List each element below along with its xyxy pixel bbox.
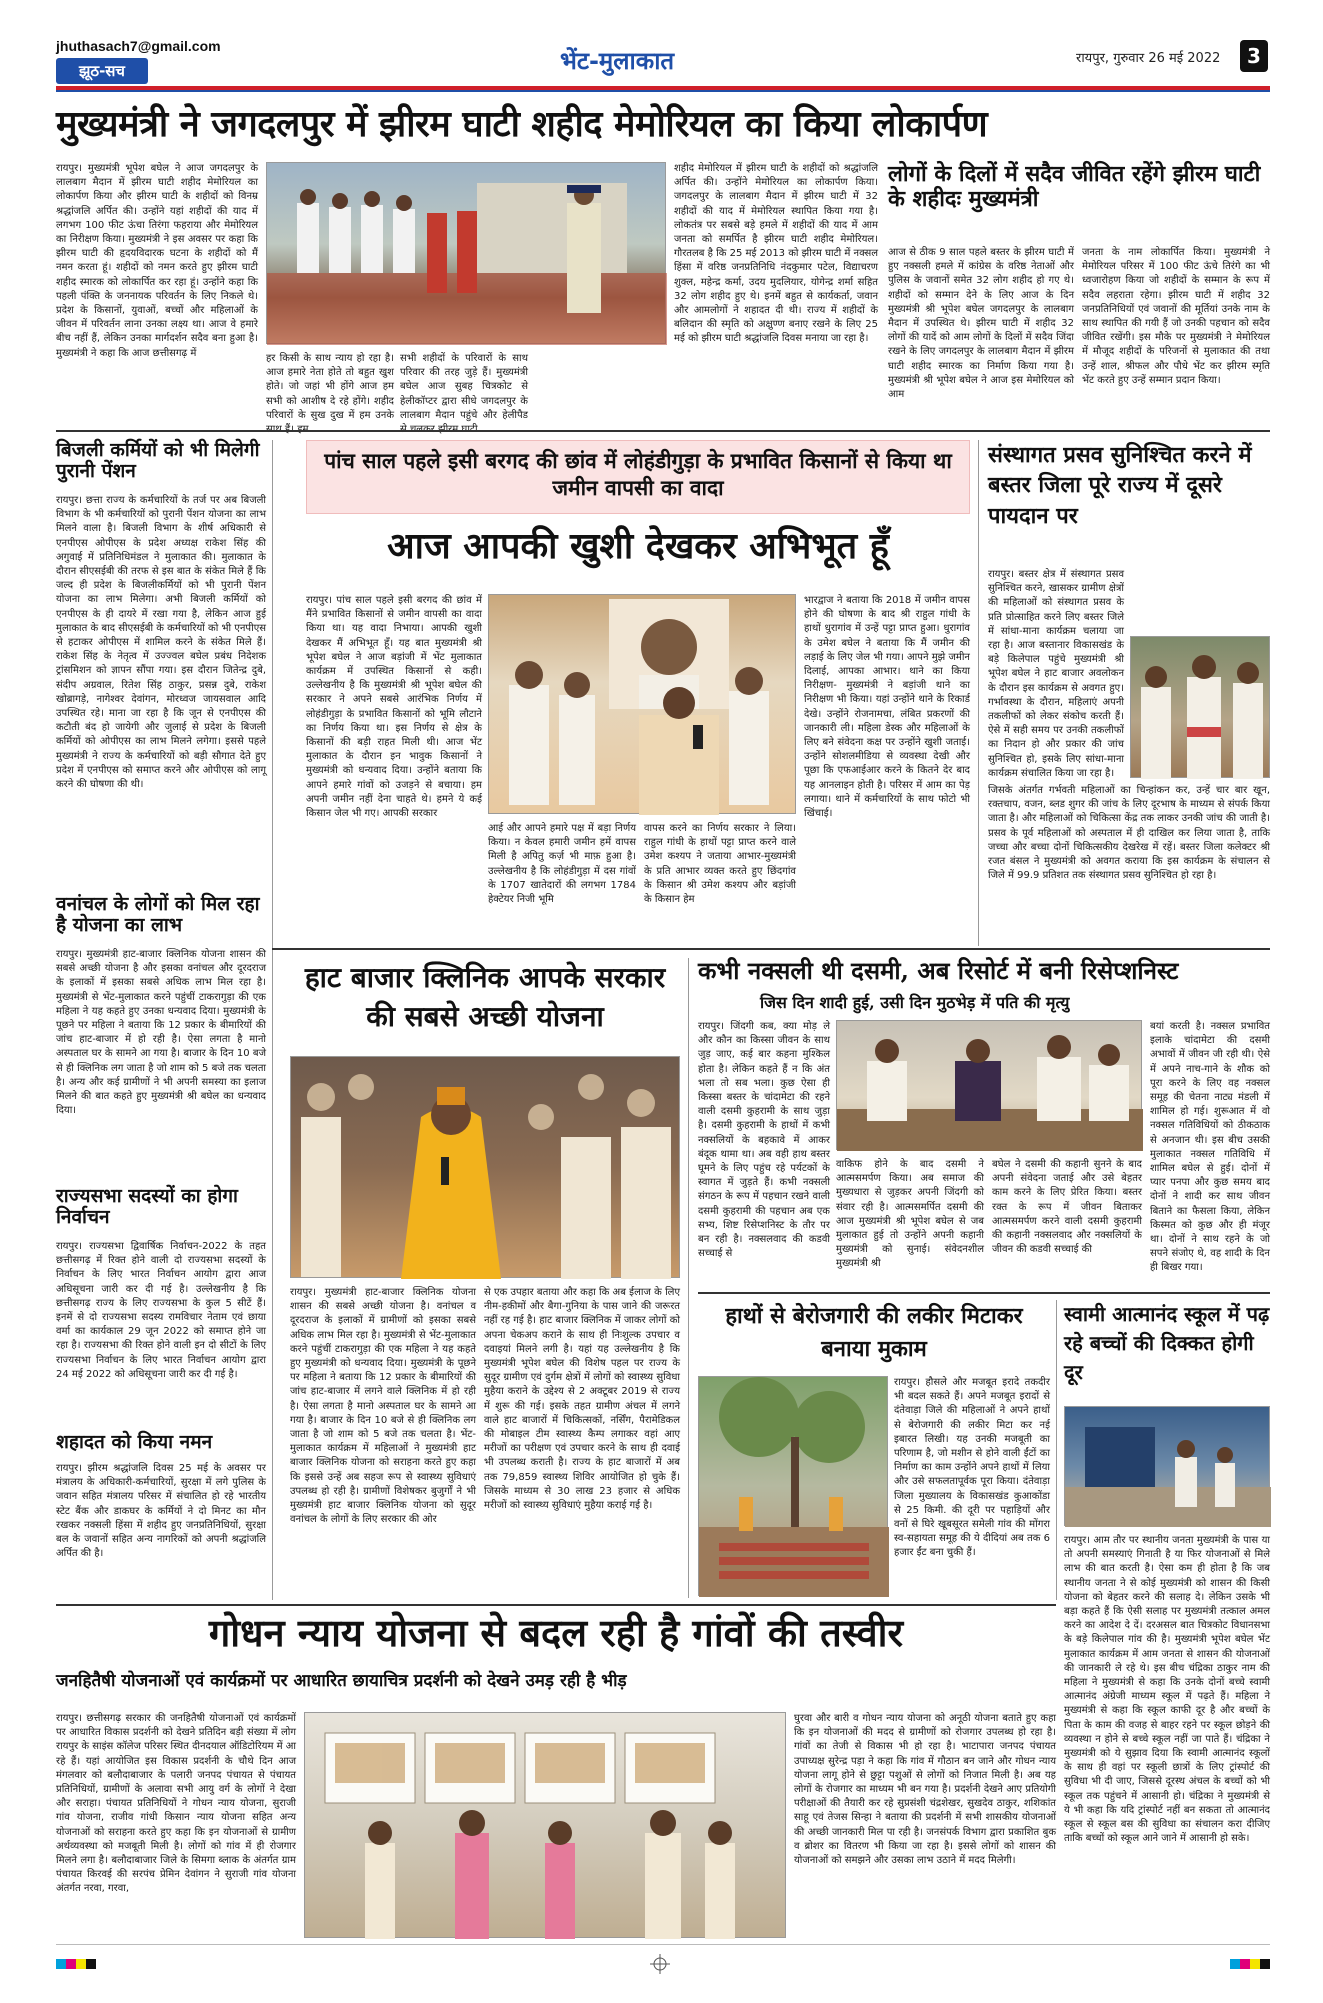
receptionist-b4: बयां करती है। नक्सल प्रभावित इलाके चांदामेटा की दसमी अभावों में जीवन जी रही थी। ऐसे में अपने नाच-गाने के शौक को पूरा करने के लिए वह नक्सल समूह की चेतना नाट्य मंडली में शामिल हो गई। शुरूआत में वो नक्सल गतिविधियों को ठीकठाक से अनजान थी। इस बीच उसकी मुलाकात नक्सल गतिविधि में शामिल बघेल से हुई। दोनों में प्यार पनपा और कुछ समय बाद दोनों ने शादी कर साथ जीवन बिताने का फैसला किया, लेकिन किस्मत को कुछ और ही मंजूर था। दोनों ने साथ रहने के जो सपने संजोए थे, वह शादी के दिन ही बिखर गया। xyxy=(1150,1021,1270,1274)
godhan-photo xyxy=(304,1712,786,1938)
middle-b3: वापस करने का निर्णय सरकार ने लिया। राहुल गांधी के हाथों पट्टा प्राप्त करने वाले उमेश कश्यप ने जताया आभार-मुख्यमंत्री के प्रति आभार व्यक्त करते हुए छिंदगांव के किसान श्री उमेश कश्यप और बड़ांजी के किसान हेम xyxy=(644,823,796,906)
middle-b4: भारद्वाज ने बताया कि 2018 में जमीन वापस होने की घोषणा के बाद श्री राहुल गांधी के हाथों धुरागांव में उन्हें पट्टा प्राप्त हुआ। धुरागांव के उमेश बघेल ने बताया कि मैं जमीन की लड़ाई के लिए जेल भी गया। आपने मुझे जमीन दिलाई, आपका आभार। थाने का किया निरीक्षण- मुख्यमंत्री ने बड़ांजी थाने का निरीक्षण भी किया। यहां उन्होंने थाने के रिकार्ड देखे। उन्होंने रोजनामचा, लंबित प्रकरणों की जानकारी ली। महिला डेस्क और महिलाओं के लिए बने संवेदना कक्ष पर उन्होंने खुशी जताई। उन्होंने सोशलमीडिया से व्यवस्था देखी और पूछा कि एफआईआर करने के कितने देर बाद यह आनलाइन होती है। परिसर में आम का पेड़ लगाया। थाने में कर्मचारियों के साथ फोटो भी खिंचाई। xyxy=(804,595,970,820)
date-line: रायपुर, गुरुवार 26 मई 2022 xyxy=(1076,51,1221,66)
middle-right-rule xyxy=(978,440,979,946)
school-b1: रायपुर। आम तौर पर स्थानीय जनता मुख्यमंत्री के पास या तो अपनी समस्याएं गिनाती है या फिर योजनाओं से मिले लाभ की बात करती है। ऐसा कम ही होता है कि जब स्थानीय जनता ने से कोई मुख्यमंत्री को शासन की किसी योजना को बेहतर करने की सलाह दे। लेकिन उसके भी बड़ा कहते हैं कि ऐसी सलाह पर मुख्यमंत्री तत्काल अमल करने का आदेश दे दें। दरअसल बात चित्रकोट विधानसभा के बड़े किलेपाल गांव की है। मुख्यमंत्री भूपेश बघेल भेंट मुलाकात कार्यक्रम में आम जनता से शासन की योजनाओं की जानकारी ले रहे थे। इस बीच चंद्रिका ठाकुर नाम की महिला ने मुख्यमंत्री से कहा कि उनके दोनों बच्चे स्वामी आत्मानंद अंग्रेजी माध्यम स्कूल में पढ़ते हैं। महिला ने मुख्यमंत्री से कहा कि स्कूल काफी दूर है और बच्चों के पिता के काम की वजह से बाहर रहने पर स्कूल छोड़ने की व्यवस्था न होने से बच्चे स्कूल नहीं जा पाते हैं। चंद्रिका ने मुख्यमंत्री को ये सुझाव दिया कि स्वामी आत्मानंद स्कूलों के साथ ही वहां पर स्कूली छात्रों के लिए ट्रांस्पोर्ट की सुविधा भी दी जाए, जिससे दूरस्थ अंचल के बच्चों को भी स्कूल तक पहुंचने में आसानी हो। चंद्रिका ने मुख्यमंत्री से ये भी कहा कि यदि ट्रांस्पोर्ट नहीं बन सकता तो आत्मानंद स्कूल से स्कूल बस की सुविधा का संचालन करा दीजिए ताकि बच्चों को स्कूल आने जाने में आसानी हो सके। xyxy=(1064,1535,1270,1845)
left-h2: वनांचल के लोगों को मिल रहा है योजना का लाभ xyxy=(56,893,260,937)
left-b1: रायपुर। छत्ता राज्य के कर्मचारियों के तर्ज पर अब बिजली विभाग के भी कर्मचारियों को पुरानी पेंशन योजना का लाभ मिलने वाला है। बिजली विभाग के शीर्ष अधिकारी से एनपीएस ओपीएस के प्रदेश अध्यक्ष राकेश सिंह की अगुवाई में प्रतिनिधिमंडल ने मुलाकात की। मुलाकात के दौरान सीएसईबी की तरफ से इस बात के संकेत मिले हैं कि जल्द ही प्रदेश के बिजलीकर्मियों को भी पुरानी पेंशन योजना का लाभ मिलेगा। अभी बिजली कर्मियों को एनपीएस के ही दायरे में रखा गया है, लेकिन आज हुई मुलाकात के बाद सीएसईबी के कर्मचारियों को भी एनपीएस से हटाकर ओपीएस में शामिल करने के संकेत मिले हैं। राकेश सिंह के नेतृत्व में उज्ज्वल बघेल प्रबंध निदेशक ट्रांसमिशन को ज्ञापन सौंपा गया। इस दौरान जितेन्द्र दुबे, संदीप अग्रवाल, रितेश सिंह ठाकुर, प्रसन्न दुबे, राकेश खोब्रागड़े, नागेश्वर देवांगन, मोरध्वज जायसवाल आदि उपस्थित रहे। माना जा रहा है कि जून से एनपीएस की कटौती बंद हो जायेगी और जुलाई से प्रदेश के बिजली कर्मियों को ओपीएस का लाभ मिलने लगेगा। इससे पहले मुख्यमंत्री ने राज्य के कर्मचारियों को बड़ी सौगात देते हुए प्रदेश में एनपीएस को समाप्त करने और ओपीएस को लागू करने की घोषणा की थी। xyxy=(56,495,266,791)
footer-register-marks xyxy=(56,1956,1270,1972)
receptionist-b2: वाकिफ होने के बाद दसमी ने आत्मसमर्पण किया। अब समाज की मुख्यधारा से जुड़कर अपनी जिंदगी को संवार रही है। आत्मसमर्पित दसमी की आज मुख्यमंत्री श्री भूपेश बघेल से जब मुलाकात हुई तो उन्होंने अपनी कहानी मुख्यमंत्री को सुनाई। संवेदनशील मुख्यमंत्री श्री xyxy=(836,1159,984,1270)
side-story-headline: लोगों के दिलों में सदैव जीवित रहेंगे झीरम घाटी के शहीदः मुख्यमंत्री xyxy=(888,161,1261,212)
side-story-col1: आज से ठीक 9 साल पहले बस्तर के झीरम घाटी में हुए नक्सली हमले में कांग्रेस के वरिष्ठ नेताओं और पुलिस के जवानों समेत 32 लोग शहीद हो गए थे। शहीदों को सम्मान देने के लिए आज के दिन मुख्यमंत्री श्री भूपेश बघेल जगदलपुर के लालबाग मैदान में उपस्थित थे। झीरम घाटी में शहीद 32 लोगों की यादें को आम लोगों के दिलों में सदैव जिंदा रखने के लिए जगदलपुर के लालबाग मैदान में झीरम घाटी शहीद स्मारक का निर्माण किया गया है। मुख्यमंत्री श्री भूपेश बघेल ने आज इस मेमोरियल को आम xyxy=(888,247,1074,401)
school-photo xyxy=(1064,1406,1270,1526)
left-col-rule xyxy=(272,440,273,1600)
godhan-photo-art xyxy=(305,1713,787,1939)
godhan-headline: गोधन न्याय योजना से बदल रही है गांवों की तस्वीर xyxy=(208,1610,904,1655)
left-h3: राज्यसभा सदस्यों का होगा निर्वाचन xyxy=(56,1185,238,1229)
footer-rule xyxy=(56,1944,1270,1945)
godhan-subhead: जनहितैषी योजनाओं एवं कार्यक्रमों पर आधारित छायाचित्र प्रदर्शनी को देखने उमड़ रही है भीड़ xyxy=(56,1671,627,1691)
paper-name-badge xyxy=(56,58,148,84)
lead-col4: शहीद मेमोरियल में झीरम घाटी के शहीदों को श्रद्धांजलि अर्पित की। उन्होंने मेमोरियल का लोकार्पण किया। जगदलपुर के लालबाग मैदान में झीरम घाटी में 32 शहीदों की याद में मेमोरियल स्थापित किया गया है। लोकतंत्र पर सबसे बड़े हमले में शहीदों की याद में आम जनता को समर्पित है झीरम घाटी शहीद मेमोरियल। गौरतलब है कि 25 मई 2013 को झीरम घाटी में नक्सल हिंसा में वरिष्ठ जनप्रतिनिधि नंदकुमार पटेल, विद्याचरण शुक्ल, महेन्द्र कर्मा, उदय मुदलियार, योगेन्द्र शर्मा सहित 32 लोग शहीद हुए थे। इनमें बहुत से कार्यकर्ता, जवान और आमलोगों ने शहादत दी थी। राज्य में शहीदों के बलिदान की स्मृति को अक्षुण्ण बनाए रखने के लिए 25 मई को झीरम घाटी श्रद्धांजलि दिवस मनाया जा रहा है। xyxy=(674,163,879,345)
left-h4: शहादत को किया नमन xyxy=(56,1431,213,1453)
kicker-box xyxy=(306,440,970,514)
lead-col3b xyxy=(534,352,666,424)
godhan-b2: घुरवा और बारी व गोधन न्याय योजना को अनूठी योजना बताते हुए कहा कि इन योजनाओं की मदद से ग्रामीणों को रोजगार उपलब्ध हो रहा है। गांवों का तेजी से विकास भी हो रहा है। भाटापारा जनपद पंचायत उपाध्यक्ष सुरेन्द्र पड़ा ने कहा कि गांव में गौठान बन जाने और गोधन न्याय योजना लागू होने से छुट्टा पशुओं से लोगों को निजात मिली है। अब यह लोगों के रोजगार का माध्यम भी बन गया है। प्रदर्शनी देखने आए प्रतियोगी परीक्षाओं की तैयारी कर रहे सुप्रसंशी चंद्रशेखर, सुखदेव ठाकुर, शशिकांत साहू एवं तेजस सिन्हा ने बताया की प्रदर्शनी में सभी शासकीय योजनाओं की अच्छी जानकारी मिल पा रही है। जनसंपर्क विभाग द्वारा प्रकाशित बुक व ब्रोशर का वितरण भी किया जा रहा है। इससे लोगों को शासन की योजनाओं को समझने और उसका लाभ उठाने में मदद मिलेगी। xyxy=(794,1713,1056,1867)
side-story-col2: जनता के नाम लोकार्पित किया। मुख्यमंत्री ने मेमोरियल परिसर में 100 फीट ऊंचे तिरंगे का भी ध्वजारोहण किया जो शहीदों के सम्मान के रूप में सदैव लहराता रहेगा। झीरम घाटी में शहीद 32 जनप्रतिनिधियों एवं जवानों की मूर्तियां उनके नाम के साथ स्थापित की गयी हैं जो उनकी पहचान को सदैव जीवित रखेंगी। इस मौके पर मुख्यमंत्री ने मेमोरियल में मौजूद शहीदों के परिजनों से मुलाकात की तथा उन्हें शाल, श्रीफल और पौधे भेंट कर झीरम स्मृति भेंट करते हुए उन्हें सम्मान प्रदान किया। xyxy=(1082,247,1270,386)
left-b2: रायपुर। मुख्यमंत्री हाट-बाजार क्लिनिक योजना शासन की सबसे अच्छी योजना है और इसका वनांचल और दूरदराज के इलाकों में इसका सबसे अधिक लाभ मिल रहा है। मुख्यमंत्री से भेंट-मुलाकात करने पहुंचीं टाकरागुड़ा की एक महिला ने यह कहते हुए उनका धन्यवाद दिया। मुख्यमंत्री के पूछने पर महिला ने बताया कि 12 प्रकार के बीमारियों की जांच हाट-बाजार में हो रही है। ऐसा लगता है मानो अस्पताल घर के सामने आ गया है। बाजार के दिन 10 बजे से ही क्लिनिक लग जाता है जो शाम को 5 बजे तक चलता है। अन्य और कई ग्रामीणों ने भी अपनी समस्या का इलाज मिलने की बात कहते हुए मुख्यमंत्री श्री बघेल का धन्यवाद दिया। xyxy=(56,949,266,1117)
berozgari-photo xyxy=(698,1376,888,1596)
hatbazar-photo xyxy=(290,1056,680,1278)
middle-b2: आई और आपने हमारे पक्ष में बड़ा निर्णय किया। न केवल हमारी जमीन हमें वापस मिली है अपितु कर्ज़ भी माफ़ हुआ है। उल्लेखनीय है कि लोहंडीगुड़ा में दस गांवों के 1707 खातेदारों की लगभग 1784 हेक्टेयर निजी भूमि xyxy=(488,823,636,906)
receptionist-subhead: जिस दिन शादी हुई, उसी दिन मुठभेड़ में पति की मृत्यु xyxy=(760,993,1070,1012)
right1-b2: जिसके अंतर्गत गर्भवती महिलाओं का चिन्हांकन कर, उन्हें चार बार खून, रक्तचाप, वजन, ब्लड शुगर की जांच के लिए दूरभाष के माध्यम से संपर्क किया जाता है। और महिलाओं को चिकित्सा केंद्र तक लाकर उनकी जांच की जाती है। प्रसव के पूर्व महिलाओं को अस्पताल में ही दाखिल कर लिया जाता है, ताकि जच्चा और बच्चा दोनों चिकित्सकीय देखरेख में रहें। बस्तर जिला कलेक्टर श्री रजत बंसल ने मुख्यमंत्री को अवगत कराया कि इस कार्यक्रम के संचालन से जिले में 99.9 प्रतिशत तक संस्थागत प्रसव सुनिश्चित हो रहा है। xyxy=(988,785,1270,882)
school-photo-art xyxy=(1065,1407,1271,1527)
left-h1: बिजली कर्मियों को भी मिलेगी पुरानी पेंशन xyxy=(56,439,260,483)
left-b3: रायपुर। राज्यसभा द्विवार्षिक निर्वाचन-2022 के तहत छत्तीसगढ़ में रिक्त होने वाली दो राज्यसभा सदस्यों के निर्वाचन के लिए भारत निर्वाचन आयोग द्वारा आज अधिसूचना जारी कर दी गई है। उल्लेखनीय है कि छत्तीसगढ़ राज्य के लिए राज्यसभा के कुल 5 सीटें हैं। इनमें से दो राज्यसभा सदस्य रामविचार नेताम एवं छाया वर्मा का कार्यकाल 29 जून 2022 को समाप्त होने जा रहा है। राज्यसभा की रिक्त होने वाली इन दो सीटों के लिए राज्यसभा निर्वाचन के लिए भारत निर्वाचन आयोग द्वारा 24 मई 2022 को अधिसूचना जारी कर दी गई है। xyxy=(56,1241,266,1380)
middle-kicker: पांच साल पहले इसी बरगद की छांव में लोहंडीगुड़ा के प्रभावित किसानों से किया था जमीन वापसी का वादा xyxy=(324,448,952,501)
middle-headline: आज आपकी खुशी देखकर अभिभूत हूँ xyxy=(387,525,889,567)
right1-b1a: रायपुर। बस्तर क्षेत्र में संस्थागत प्रसव सुनिश्चित करने, खासकर ग्रामीण क्षेत्रों की महिलाओं को संस्थागत प्रसव के प्रति प्रोत्साहित करने लिए बस्तर जिले में सांधा-माना कार्यक्रम चलाया जा रहा है। आज बस्तानार विकासखंड के बड़े किलेपाल पहुंचे मुख्यमंत्री श्री भूपेश बघेल ने हाट बाजार अवलोकन के दौरान इस कार्यक्रम से अवगत हुए। गर्भावस्था के दौरान, महिलाएं अपनी तकलीफों को लेकर संकोच करती हैं। ऐसे में सही समय पर उनकी तकलीफों का निदान हो और प्रकार की जांच सुनिश्चित हो, इसके लिए सांधा-माना कार्यक्रम संचालित किया जा रहा है। xyxy=(988,569,1124,779)
school-headline: स्वामी आत्मानंद स्कूल में पढ़ रहे बच्चों की दिक्कत होगी दूर xyxy=(1064,1302,1270,1384)
hatbazar-b1: रायपुर। मुख्यमंत्री हाट-बाजार क्लिनिक योजना शासन की सबसे अच्छी योजना है। वनांचल व दूरदराज के इलाकों में ग्रामीणों को इसका सबसे अधिक लाभ मिल रहा है। मुख्यमंत्री से भेंट-मुलाकात करने पहुंचीं टाकरागुड़ा की एक महिला ने यह कहते हुए मुख्यमंत्री को धन्यवाद दिया। मुख्यमंत्री के पूछने पर महिला ने बताया कि 12 प्रकार के बीमारियों की जांच हाट-बाजार में लगने वाले क्लिनिक में हो रही है। ऐसा लगता है मानो अस्पताल घर के सामने आ गया है। बाजार के दिन 10 बजे से ही क्लिनिक लग जाता है जो शाम को 5 बजे तक चलता है। भेंट-मुलाकात कार्यक्रम में महिलाओं ने मुख्यमंत्री हाट बाजार क्लिनिक योजना को सराहना करते हुए कहा कि इससे उन्हें अब सहज रूप से स्वास्थ्य सुविधाएं उपलब्ध हो रही है। ग्रामीणों विशेषकर बुजुर्गों ने भी मुख्यमंत्री हाट बाजार क्लिनिक योजना को सुदूर वनांचल के लोगों के लिए सरकार की ओर xyxy=(290,1287,476,1526)
godhan-b1: रायपुर। छत्तीसगढ़ सरकार की जनहितैषी योजनाओं एवं कार्यक्रमों पर आधारित विकास प्रदर्शनी को देखने प्रतिदिन बड़ी संख्या में लोग रायपुर के साइंस कॉलेज परिसर स्थित दीनदयाल ऑडिटोरियम में आ रहे हैं। यहां आयोजित इस विकास प्रदर्शनी के चौथे दिन आज मंगलवार को बलौदाबाजार के पलारी जनपद पंचायत से पंचायत प्रतिनिधियों, ग्रामीणों के अलावा सभी आयु वर्ग के लोगों ने देखा और सराहा। पंचायत प्रतिनिधियों ने गोधन न्याय योजना, सुराजी गांव योजना, राजीव गांधी किसान न्याय योजना सहित अन्य योजनाओं को सराहना करते हुए कहा कि इन योजनाओं से ग्रामीण अर्थव्यवस्था को मजबूती मिली है। लोगों को गांव में ही रोजगार मिलने लगा है। बलौदाबाजार जिले के सिमगा ब्लाक के अंतर्गत ग्राम पंचायत किरवई की सरपंच प्रेमिन देवांगन ने सुराजी गांव योजना अंतर्गत नरवा, गरवा, xyxy=(56,1713,296,1895)
divider-2 xyxy=(272,948,1270,950)
hatbazar-photo-art xyxy=(291,1057,681,1279)
left-b4: रायपुर। झीरम श्रद्धांजलि दिवस 25 मई के अवसर पर मंत्रालय के अधिकारी-कर्मचारियों, सुरक्षा में लगे पुलिस के जवान सहित मंत्रालय परिसर में संचालित हो रहे भारतीय स्टेट बैंक और डाकघर के कर्मियों ने दो मिनट का मौन रखकर नक्सली हिंसा में शहीद हुए जनप्रतिनिधियों, सुरक्षा बल के जवानों सहित अन्य नागरिकों को अपनी श्रद्धांजलि अर्पित की है। xyxy=(56,1463,266,1560)
berozgari-headline: हाथों से बेरोजगारी की लकीर मिटाकर बनाया मुकाम xyxy=(725,1303,1023,1362)
middle-b1: रायपुर। पांच साल पहले इसी बरगद की छांव में मैंने प्रभावित किसानों से जमीन वापसी का वादा किया था। यह वादा निभाया। आपकी खुशी देखकर मैं अभिभूत हूँ। यह बात मुख्यमंत्री श्री भूपेश बघेल ने आज बड़ांजी में भेंट मुलाकात कार्यक्रम में उपस्थित किसानों से कही। उल्लेखनीय है कि मुख्यमंत्री श्री भूपेश बघेल की सरकार ने अपने सबसे आरंभिक निर्णय में लोहंडीगुड़ा के प्रभावित किसानों को भूमि लौटाने का निर्णय किया था। इस निर्णय से क्षेत्र के किसानों की बड़ी राहत मिली थी। आज भेंट मुलाकात के दौरान इन भावुक किसानों ने मुख्यमंत्री को धन्यवाद दिया। उन्होंने बताया कि आपने हमारे गांवों को उजड़ने से बचाया। हम अपनी जमीन नहीं देना चाहते थे। हमने ये कई किसान जेल भी गए। आपकी सरकार xyxy=(306,595,482,820)
lead-photo-art xyxy=(267,163,667,345)
middle-photo xyxy=(488,594,796,814)
right1-photo xyxy=(1130,636,1270,778)
register-marks xyxy=(56,1956,1270,1972)
hatbazar-b2: से एक उपहार बताया और कहा कि अब ईलाज के लिए नीम-हकीमों और बैगा-गुनिया के पास जाने की जरूरत नहीं रह गई है। हाट बाजार क्लिनिक में जाकर लोगों को अपना चेकअप कराने के साथ ही निःशुल्क उपचार व दवाइयां मिलने लगी है। यहां यह उल्लेखनीय है कि मुख्यमंत्री भूपेश बघेल की विशेष पहल पर राज्य के सुदूर ग्रामीण एवं दुर्गम क्षेत्रों में लोगों को स्वास्थ्य सुविधा मुहैया कराने के उद्देश्य से 2 अक्टूबर 2019 से राज्य में शुरू की गई। इसके तहत ग्रामीण अंचल में लगने वाले हाट बाजारों में चिकित्सकों, नर्सिंग, पैरामेडिकल की मोबाइल टीम स्वास्थ्य कैम्प लगाकर वहां आए मरीजों का परीक्षण एवं उपचार करने के साथ ही दवाई भी उपलब्ध कराती है। राज्य के हाट बाजारों में अब तक 79,859 स्वास्थ्य शिविर आयोजित हो चुके हैं। जिसके माध्यम से 30 लाख 23 हजार से अधिक मरीजों को स्वास्थ्य सुविधाएं मुहैया कराई गई है। xyxy=(484,1287,680,1512)
divider-3 xyxy=(698,1292,1270,1294)
hatbazar-headline: हाट बाजार क्लिनिक आपके सरकार की सबसे अच्छी योजना xyxy=(304,961,666,1034)
receptionist-photo-art xyxy=(837,1021,1143,1151)
section-title: भेंट-मुलाकात xyxy=(560,47,675,75)
hatbazar-rule xyxy=(688,958,689,1598)
page-number xyxy=(1240,40,1268,72)
right1-headline: संस्थागत प्रसव सुनिश्चित करने में बस्तर जिला पूरे राज्य में दूसरे पायदान पर xyxy=(988,442,1252,529)
divider-4 xyxy=(56,1604,1056,1606)
paper-name: झूठ-सच xyxy=(79,62,125,80)
email-text: jhuthasach7@gmail.com xyxy=(56,38,221,54)
berozgari-photo-art xyxy=(699,1377,889,1597)
berozgari-b1: रायपुर। हौसले और मजबूत इरादे तकदीर भी बदल सकते हैं। अपने मजबूत इरादों से दंतेवाड़ा जिले की महिलाओं ने अपने हाथों से बेरोजगारी की लकीर मिटा कर नई इबारत लिखी। यह उनकी मजबूती का परिणाम है, जो मशीन से होने वाली ईंटों का निर्माण का काम उन्होंने अपने हाथों में लिया और उसे सफलतापूर्वक पूरा किया। दंतेवाड़ा जिला मुख्यालय के विकासखंड कुआकोंडा से 25 किमी. की दूरी पर पहाड़ियों और वनों से घिरे खूबसूरत समेली गांव की मोंगरा स्व-सहायता समूह की ये दीदियां अब तक 6 हजार ईंट बना चुकी हैं। xyxy=(894,1377,1050,1559)
receptionist-headline: कभी नक्सली थी दसमी, अब रिसोर्ट में बनी रिसेप्शनिस्ट xyxy=(698,956,1179,985)
lead-col2: हर किसी के साथ न्याय हो रहा है। आज हमारे नेता होते तो बहुत खुश होते। जो जहां भी होंगे आज हम सभी को आशीष दे रहे होंगे। शहीद परिवारों के सुख दुख में हम उनके xyxy=(266,353,394,421)
lead-col3: सभी शहीदों के परिवारों के साथ परिवार की तरह जुड़े हैं। मुख्यमंत्री बघेल आज सुबह चित्रकोट से हेलीकॉप्टर द्वारा सीधे जगदलपुर के लालबाग मैदान पहुंचे और हेलीपैड xyxy=(400,353,528,421)
receptionist-photo xyxy=(836,1020,1142,1150)
lead-photo xyxy=(266,162,666,344)
masthead-rule-blue xyxy=(56,90,1270,92)
right1-photo-art xyxy=(1131,637,1271,779)
lead-col1: रायपुर। मुख्यमंत्री भूपेश बघेल ने आज जगदलपुर के लालबाग मैदान में झीरम घाटी शहीद मेमोरियल का लोकार्पण किया और झीरम घाटी के शहीदों को विनम्र श्रद्धांजलि अर्पित की। उन्होंने यहां शहीदों की याद में लगभग 100 फीट ऊंचा तिरंगा फहराया और मेमोरियल का निरीक्षण किया। मुख्यमंत्री ने इस अवसर पर कहा कि झीरम घाटी की हृदयविदारक घटना के शहीदों को मैं नमन करता हूं। शहीदों को नमन करते हुए झीरम घाटी शहीद स्मारक को लोकार्पित कर रहा हूं। उन्होंने कहा कि पहली पंक्ति के जननायक परिवर्तन के लिए निकले थे। प्रदेश के किसानों, युवाओं, बच्चों और महिलाओं के जीवन में परिवर्तन लाना उनका लक्ष्य था। आज वे हमारे बीच नहीं हैं, लेकिन उनका मार्गदर्शन सदैव बना हुआ है। मुख्यमंत्री ने कहा कि आज छत्तीसगढ़ में xyxy=(56,163,258,359)
receptionist-b3: बघेल ने दसमी की कहानी सुनने के बाद अपनी संवेदना जताई और उसे बेहतर काम करने के लिए प्रेरित किया। बस्तर रक्त के रूप में जीवन बिताकर आत्मसमर्पण करने वाली दसमी कुहरामी की कहानी नक्सलवाद और नक्सलियों के जीवन की कडवी सच्चाई की xyxy=(992,1159,1142,1256)
middle-photo-art xyxy=(489,595,797,815)
berozgari-rule xyxy=(1056,1300,1057,1600)
masthead xyxy=(0,0,1323,96)
lead-headline: मुख्यमंत्री ने जगदलपुर में झीरम घाटी शहीद मेमोरियल का किया लोकार्पण xyxy=(56,103,988,145)
receptionist-b1: रायपुर। जिंदगी कब, क्या मोड़ ले और कौन का किस्सा जीवन के साथ जुड़ जाए, कई बार कहना मुश्किल होता है। लेकिन कहते हैं न कि अंत भला तो सब भला। कुछ ऐसा ही किस्सा बस्तर के चांदामेटा की रहने वाली दसमी कुहरामी के साथ जुड़ा है। दसमी कुहरामी के हाथों में कभी नक्सलियों के बहकावे में आकर बंदूक थामा था। अब वही हाथ बस्तर घूमने के लिए पहुंच रहे पर्यटकों के स्वागत में जुड़ते हैं। कभी नक्सली संगठन के रूप में पहचान रखने वाली दसमी कुहरामी की पहचान अब एक सभ्य, शिष्ट रिसेप्शनिस्ट के तौर पर बन रही है। नक्सलवाद की कडवी सच्चाई से xyxy=(698,1021,830,1260)
divider-1 xyxy=(56,430,1270,432)
page-number-text: 3 xyxy=(1247,44,1261,68)
